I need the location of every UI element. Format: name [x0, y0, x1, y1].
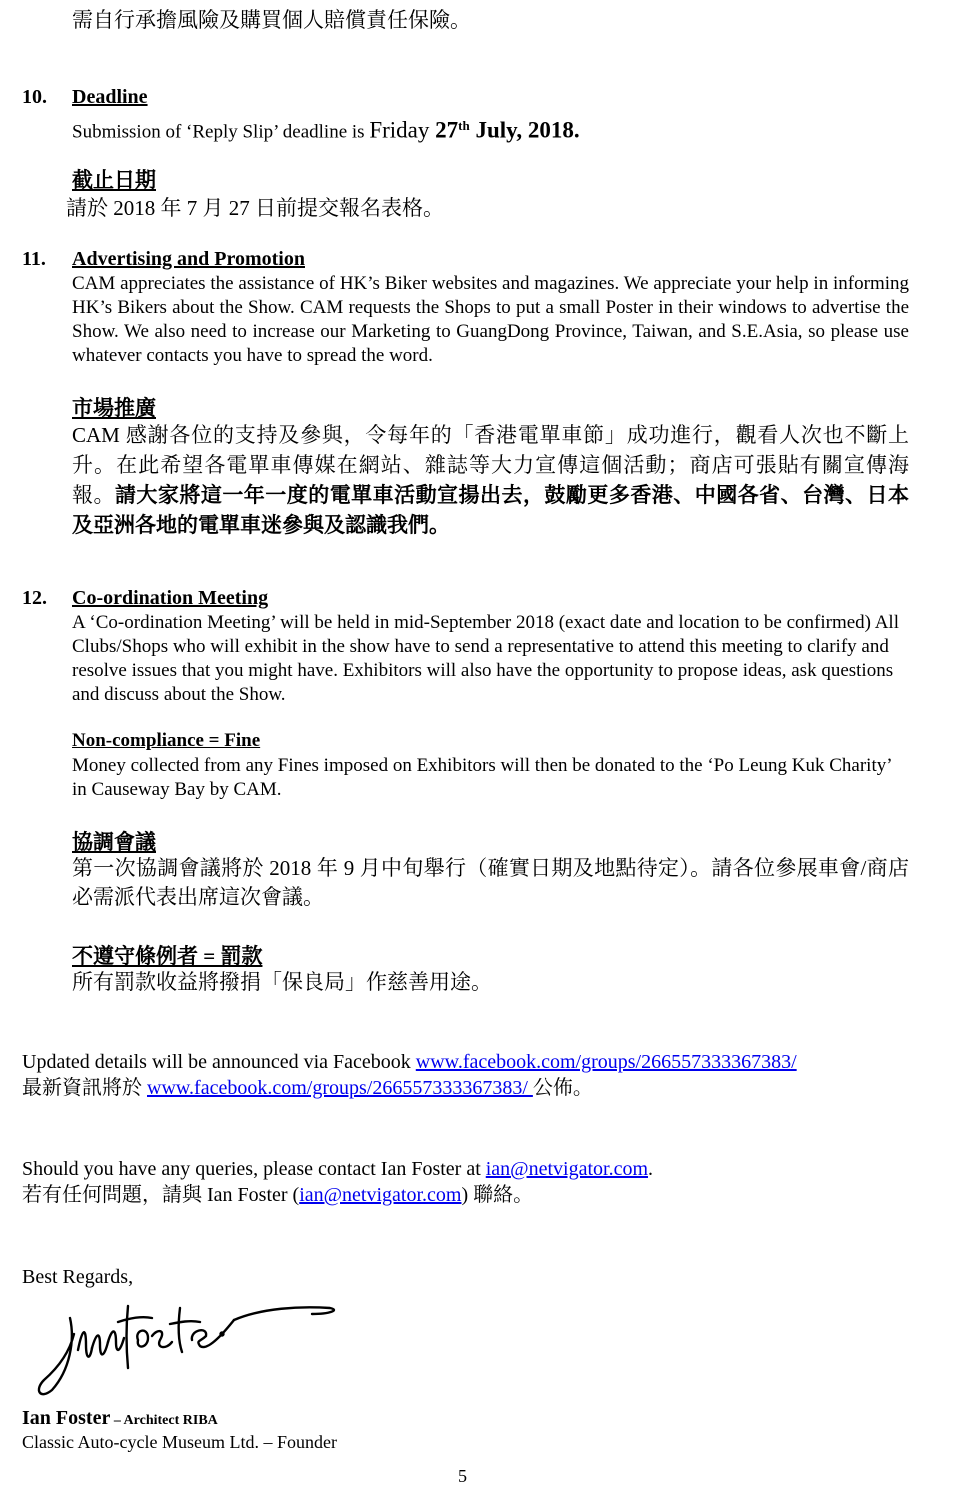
signatory-title: – Architect RIBA	[110, 1413, 218, 1428]
facebook-zh-pre: 最新資訊將於	[22, 1077, 147, 1099]
section-12-zh-title: 協調會議	[72, 830, 156, 854]
facebook-link[interactable]: www.facebook.com/groups/266557333367383/	[415, 1051, 797, 1073]
top-line: 需自行承擔風險及購買個人賠償責任保險。	[72, 8, 471, 32]
deadline-text-pre: Submission of ‘Reply Slip’ deadline is	[72, 121, 370, 143]
deadline-day-sup: th	[458, 118, 470, 133]
contact-en-post: .	[648, 1158, 654, 1180]
section-12-title: Co-ordination Meeting	[72, 587, 269, 609]
signatory-name: Ian Foster	[22, 1407, 111, 1429]
contact-line-zh	[22, 1181, 533, 1210]
section-12-fine-title: Non-compliance = Fine	[72, 730, 261, 751]
section-11-zh-body	[72, 420, 909, 540]
signature-image	[30, 1290, 350, 1400]
section-10-title: Deadline	[72, 86, 148, 108]
section-12-zh-fine-title: 不遵守條例者 = 罰款	[72, 944, 263, 968]
section-11-zh-bold: 請大家將這一年一度的電單車活動宣揚出去，鼓勵更多香港、中國各省、台灣、日本及亞洲各地的電單車迷參與及認識我們。	[72, 483, 910, 537]
facebook-line-zh	[22, 1074, 593, 1103]
section-11-zh-text: CAM 感謝各位的支持及參與，令每年的「香港電單車節」成功進行，觀看人次也不斷上升。在此希望各電單車傳媒在網站、雜誌等大力宣傳這個活動；商店可張貼有關宣傳海報。	[72, 423, 909, 507]
section-11-title: Advertising and Promotion	[72, 248, 305, 270]
contact-en-pre: Should you have any queries, please contact Ian Foster at	[22, 1158, 486, 1180]
section-12-zh-text: 第一次協調會議將於 2018 年 9 月中旬舉行（確實日期及地點待定）。請各位參展車會/商店必需派代表出席這次會議。	[72, 856, 909, 909]
section-11-zh-title: 市場推廣	[72, 396, 156, 420]
contact-zh-post: ) 聯絡。	[461, 1184, 534, 1206]
section-10-zh-title: 截止日期	[72, 168, 156, 192]
deadline-month-year: July, 2018.	[469, 117, 580, 143]
contact-zh-pre: 若有任何問題，請與 Ian Foster (	[22, 1184, 300, 1206]
signatory-line	[22, 1406, 218, 1433]
page-number: 5	[458, 1466, 467, 1486]
contact-email-link-zh[interactable]: ian@netvigator.com	[299, 1184, 462, 1206]
section-12-fine-text: Money collected from any Fines imposed on Exhibitors will then be donated to the ‘Po Leung Kuk Charity’ in Causeway Bay by CAM.	[72, 755, 892, 800]
contact-line-en	[22, 1157, 653, 1181]
section-11-number: 11.	[22, 248, 46, 270]
section-10-number: 10.	[22, 86, 47, 108]
section-12-zh-fine-text: 所有罰款收益將撥捐「保良局」作慈善用途。	[72, 970, 492, 994]
deadline-day: 27	[435, 117, 459, 143]
facebook-en-pre: Updated details will be announced via Facebook	[22, 1051, 416, 1073]
facebook-line-en	[22, 1050, 797, 1074]
contact-email-link[interactable]: ian@netvigator.com	[485, 1158, 649, 1180]
section-12-text: A ‘Co-ordination Meeting’ will be held in mid-September 2018 (exact date and location to be confirmed) All Clubs/Shops who will exhibit in the show have to send a representative to attend this meeting to clarify and resolve issues that you might have. Exhibitors will also have the opportunity to propose ideas, ask questions and discuss about the Show.	[72, 612, 899, 705]
section-12-number: 12.	[22, 587, 47, 609]
best-regards: Best Regards,	[22, 1266, 134, 1288]
facebook-link-zh[interactable]: www.facebook.com/groups/266557333367383/	[147, 1077, 533, 1099]
deadline-text	[72, 114, 580, 144]
section-10-zh-text: 請於 2018 年 7 月 27 日前提交報名表格。	[66, 196, 444, 220]
section-11-text: CAM appreciates the assistance of HK’s Biker websites and magazines. We appreciate your help in informing HK’s Bikers about the Show. CAM requests the Shops to put a small Poster in their windows to advertise the Show. We also need to increase our Marketing to GuangDong Province, Taiwan, and S.E.Asia, so please use whatever contacts you have to spread the word.	[72, 273, 909, 366]
signatory-org: Classic Auto-cycle Museum Ltd. – Founder	[22, 1432, 337, 1452]
facebook-zh-post: 公佈。	[532, 1077, 593, 1099]
deadline-friday: Friday	[369, 117, 436, 143]
